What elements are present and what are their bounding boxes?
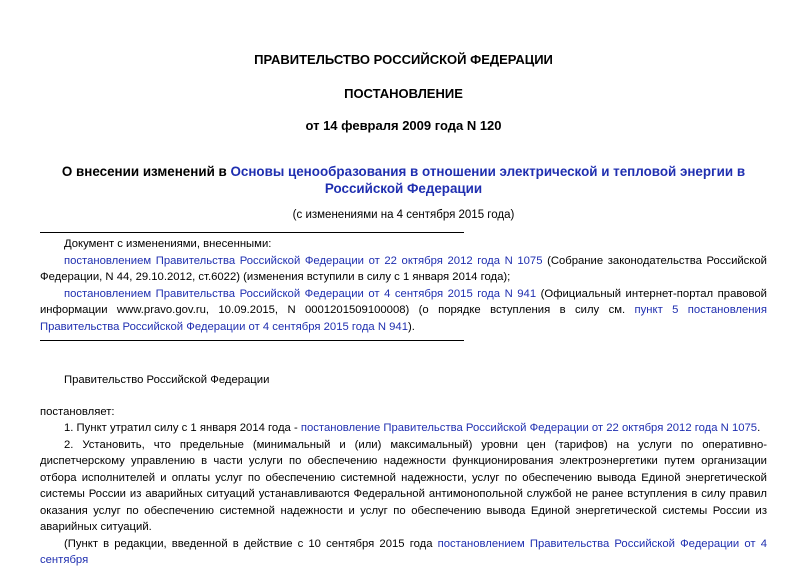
decrees-line: постановляет:: [40, 406, 115, 418]
paragraph-1-text: 1. Пункт утратил силу с 1 января 2014 года -: [64, 422, 301, 434]
change-item-2-text: (Официальный интернет-портал правовой информации www.pravo.gov.ru, 10.09.2015, N 0001201509100008) (о порядке вступления в силу см.: [40, 287, 767, 316]
issuing-authority: ПРАВИТЕЛЬСТВО РОССИЙСКОЙ ФЕДЕРАЦИИ: [254, 52, 553, 67]
change-item-2-end: ).: [407, 320, 415, 333]
change-item-1-text: (Собрание законодательства Российской Федерации, N 44, 29.10.2012, ст.6022) (изменения вступили в силу с 1 января 2014 года);: [40, 254, 767, 283]
title-prefix: О внесении изменений в: [61, 164, 231, 179]
paragraph-1: [40, 420, 767, 437]
change-item-2: [40, 286, 767, 336]
change-item-2-link-2[interactable]: пункт 5 постановления Правительства Российской Федерации от 4 сентября 2015 года N 941: [40, 304, 767, 333]
revision-note: (с изменениями на 4 сентября 2015 года): [292, 209, 515, 221]
change-item-1: [40, 253, 767, 286]
paragraph-3-link[interactable]: постановлением Правительства Российской Федерации от 4 сентября: [40, 537, 767, 566]
document-type: ПОСТАНОВЛЕНИЕ: [344, 86, 463, 101]
document-date-number: от 14 февраля 2009 года N 120: [305, 118, 502, 133]
paragraph-3-text: (Пункт в редакции, введенной в действие с 10 сентября 2015 года: [64, 537, 438, 550]
bottom-divider: [40, 340, 464, 341]
government-line: Правительство Российской Федерации: [64, 374, 270, 386]
title-link[interactable]: Основы ценообразования в отношении электрической и тепловой энергии в Российской Федерации: [230, 164, 746, 196]
document-title: [40, 163, 767, 197]
body-paragraphs: [40, 420, 767, 569]
change-item-2-link[interactable]: постановлением Правительства Российской Федерации от 4 сентября 2015 года N 941: [64, 287, 537, 300]
change-item-1-link[interactable]: постановлением Правительства Российской Федерации от 22 октября 2012 года N 1075: [64, 254, 543, 267]
paragraph-1-link[interactable]: постановление Правительства Российской Федерации от 22 октября 2012 года N 1075: [300, 422, 758, 434]
paragraph-2: 2. Установить, что предельные (минимальный и (или) максимальный) уровни цен (тарифов) на услуги по оперативно-диспетчерскому управлению в части услуги по обеспечению надежности функционирования электроэнергетики путем организации отбора исполнителей и оплаты услуг по обеспечению системной надежности, услуг по обеспечению вывода Единой энергетической системы России из аварийных ситуаций устанавливаются Федеральной антимонопольной службой не ранее вступления в силу правил оказания услуг по обеспечению системной надежности и услуг по обеспечению вывода Единой энергетической системы России из аварийных ситуаций.: [40, 438, 767, 533]
paragraph-1-end: .: [757, 422, 761, 434]
changes-block: [40, 236, 767, 335]
changes-intro: Документ с изменениями, внесенными:: [64, 238, 272, 250]
top-divider: [40, 232, 464, 233]
paragraph-3: [40, 536, 767, 569]
